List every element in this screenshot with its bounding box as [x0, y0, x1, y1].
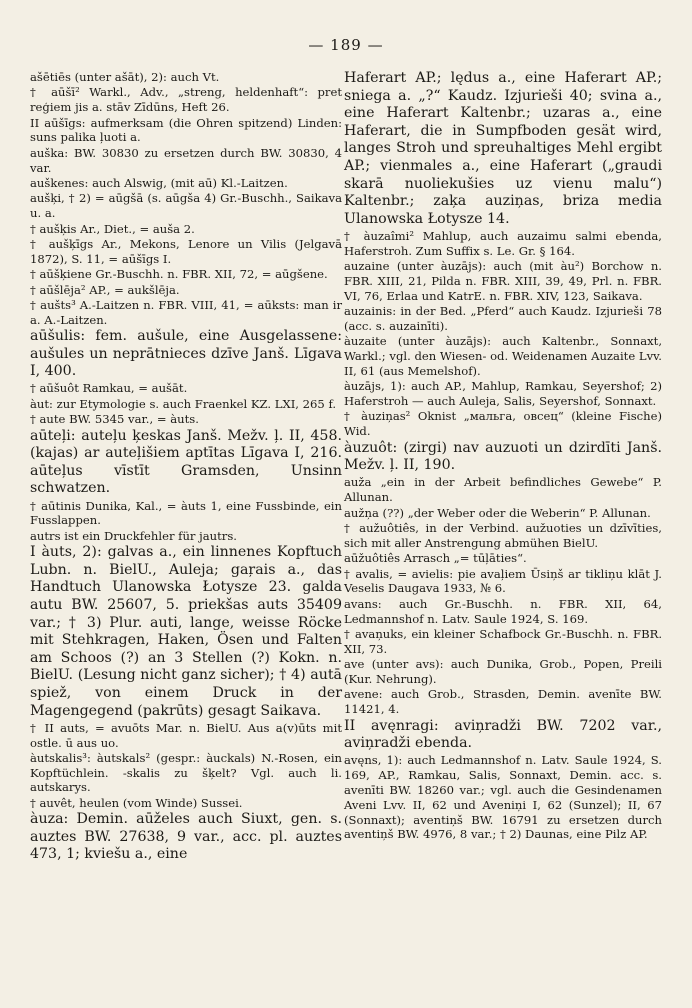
dictionary-entry: auzaine (unter àuzājs): auch (mit àu²) Borchow n. FBR. XIII, 21, Pilda n. FBR. XIII, 39, 49, Prl. n. FBR. VI, 76, Erlaa und KatrE. n. FBR. XIV, 123, Saikava. — [344, 259, 662, 303]
dictionary-entry: † avalis, = avielis: pie avaļiem Ūsiņš ar tikliņu klāt J. Veselis Daugava 1933, № 6. — [344, 566, 662, 596]
dictionary-entry: àutskalis³: àutskals² (gespr.: àuckals) N.-Rosen, ein Kopftüchlein. -skalis zu šķelt? Vgl. auch li. autskarys. — [30, 750, 342, 795]
dictionary-entry: † auvêt, heulen (vom Winde) Sussei. — [30, 795, 243, 810]
dictionary-entry: aūteļi: auteļu ķeskas Janš. Mežv. ļ. II, 458. (kajas) ar auteļišiem aptītas Līgava I, 216. aūteļus vīstīt Gramsden, Unsinn schwatzen. — [30, 427, 342, 497]
dictionary-entry: † aužuôtiês, in der Verbind. aužuoties un dzīvīties, sich mit aller Anstrengung abmühen BielU. — [344, 521, 662, 550]
dictionary-entry: àuza: Demin. aūželes auch Siuxt, gen. s. auztes BW. 27638, 9 var., acc. pl. auztes 473, 1; kviešu a., eine — [30, 811, 342, 863]
dictionary-entry: aužņa (??) „der Weber oder die Weberin“ P. Allunan. — [344, 505, 651, 520]
dictionary-entry: aūžuôtiês Arrasch „= tūļāties“. — [344, 551, 527, 566]
dictionary-entry: àuzaite (unter àuzājs): auch Kaltenbr., Sonnaxt, Warkl.; vgl. den Wiesen- od. Weidenamen Auzaite Lvv. II, 61 (aus Memelshof). — [344, 334, 662, 378]
dictionary-entry: aūšulis: fem. aušule, eine Ausgelassene: aušules un neprātnieces dzīve Janš. Līgava I, 400. — [30, 328, 342, 380]
page-number: — 189 — — [308, 36, 384, 54]
left-column — [30, 70, 342, 865]
dictionary-entry: àuzuôt: (zirgi) nav auzuoti un dzirdīti Janš. Mežv. ļ. II, 190. — [344, 439, 662, 474]
dictionary-entry: auzainis: in der Bed. „Pferd“ auch Kaudz. Izjurieši 78 (acc. s. auzainīti). — [344, 304, 662, 333]
dictionary-entry: II avęnragi: aviņradži BW. 7202 var., aviņradži ebenda. — [344, 717, 662, 752]
dictionary-entry: † aušķīgs Ar., Mekons, Lenore un Vilis (Jelgavā 1872), S. 11, = aūšīgs I. — [30, 236, 342, 266]
dictionary-entry: † àuzaîmi² Mahlup, auch auzaimu salmi ebenda, Haferstroh. Zum Suffix s. Le. Gr. § 164. — [344, 228, 662, 258]
dictionary-entry: Haferart AP.; lędus a., eine Haferart AP.; sniega a. „?“ Kaudz. Izjurieši 40; svina a., eine Haferart Kaltenbr.; uzaras a., eine Haferart, die in Sumpfboden gesät wird, langes Stroh und spreuhaltiges Mehl ergibt AP.; vienmales a., eine Haferart („graudi skarā nuoliekušies uz vienu malu“) Kaltenbr.; zaķa auziņas, briza media Ulanowska Łotysze 14. — [344, 70, 662, 227]
dictionary-entry: avene: auch Grob., Strasden, Demin. avenīte BW. 11421, 4. — [344, 687, 662, 717]
dictionary-entry: † àuziņas² Oknist „мальга, овсец“ (kleine Fische) Wid. — [344, 409, 662, 439]
dictionary-entry: autrs ist ein Druckfehler für jautrs. — [30, 528, 237, 543]
dictionary-entry: ašētiēs (unter ašāt), 2): auch Vt. — [30, 70, 220, 84]
dictionary-entry: avans: auch Gr.-Buschh. n. FBR. XII, 64, Ledmannshof n. Latv. Saule 1924, S. 169. — [344, 596, 662, 626]
dictionary-entry: auža „ein in der Arbeit befindliches Gewebe“ P. Allunan. — [344, 475, 662, 505]
dictionary-entry: † aute BW. 5345 var., = àuts. — [30, 412, 199, 427]
dictionary-entry: † aūšķiene Gr.-Buschh. n. FBR. XII, 72, = aūgšene. — [30, 267, 328, 282]
dictionary-entry: † aušķis Ar., Diet., = auša 2. — [30, 221, 195, 236]
dictionary-entry: † aūšī² Warkl., Adv., „streng, heldenhaft“: pret reģiem jis a. stāv Zīdūns, Heft 26. — [30, 85, 342, 115]
dictionary-entry: àuzājs, 1): auch AP., Mahlup, Ramkau, Seyershof; 2) Haferstroh — auch Auleja, Salis, Seyershof, Sonnaxt. — [344, 379, 662, 409]
dictionary-entry: I àuts, 2): galvas a., ein linnenes Kopftuch Lubn. n. BielU., Auleja; gaŗais a., das Handtuch Ulanowska Łotysze 23. galda autu BW. 25607, 5. priekšas auts 35409 var.; † 3) Plur. auti, lange, weisse Röcke mit Stehkragen, Haken, Ösen und Falten am Schoos (?) an 3 Stellen (?) Kokn. n. BielU. (Lesung nicht ganz sicher); † 4) autā spiež, von einem Druck in der Magengegend (pakrūts) gesagt Saikava. — [30, 544, 342, 719]
dictionary-entry: † aūšuôt Ramkau, = aušāt. — [30, 381, 188, 396]
dictionary-entry: † aūtinis Dunika, Kal., = àuts 1, eine Fussbinde, ein Fusslappen. — [30, 498, 342, 528]
dictionary-entry: aušķi, † 2) = aūgšā (s. aūgša 4) Gr.-Buschh., Saikava u. a. — [30, 191, 342, 221]
dictionary-entry: † aušts³ A.-Laitzen n. FBR. VIII, 41, = aūksts: man ir a. A.-Laitzen. — [30, 297, 342, 327]
dictionary-entry: àut: zur Etymologie s. auch Fraenkel KZ. LXI, 265 f. — [30, 396, 337, 411]
dictionary-entry: † avaņuks, ein kleiner Schafbock Gr.-Buschh. n. FBR. XII, 73. — [344, 626, 662, 656]
right-column — [344, 70, 662, 843]
dictionary-entry: II aūšīgs: aufmerksam (die Ohren spitzend) Linden: suns palika ļuoti a. — [30, 115, 342, 145]
dictionary-entry: avęns, 1): auch Ledmannshof n. Latv. Saule 1924, S. 169, AP., Ramkau, Salis, Sonnaxt, Demin. acc. s. avenīti BW. 18260 var.; vgl. auch die Gesindenamen Aveni Lvv. II, 62 und Aveniņi I, 62 (Sunzel); II, 67 (Sonnaxt); aventiņš BW. 16791 zu ersetzen durch aventiņš BW. 4976, 8 var.; † 2) Daunas, eine Pilz AP. — [344, 753, 662, 842]
dictionary-entry: † II auts, = avuōts Mar. n. BielU. Aus a(v)ūts mit ostle. ū aus uo. — [30, 720, 342, 750]
dictionary-entry: auška: BW. 30830 zu ersetzen durch BW. 30830, 4 var. — [30, 145, 342, 175]
dictionary-entry: auškenes: auch Alswig, (mit aū) Kl.-Laitzen. — [30, 175, 288, 190]
dictionary-entry: ave (unter avs): auch Dunika, Grob., Popen, Preili (Kur. Nehrung). — [344, 657, 662, 686]
dictionary-entry: † aūšlēja² AP., = aukšlēja. — [30, 282, 180, 297]
